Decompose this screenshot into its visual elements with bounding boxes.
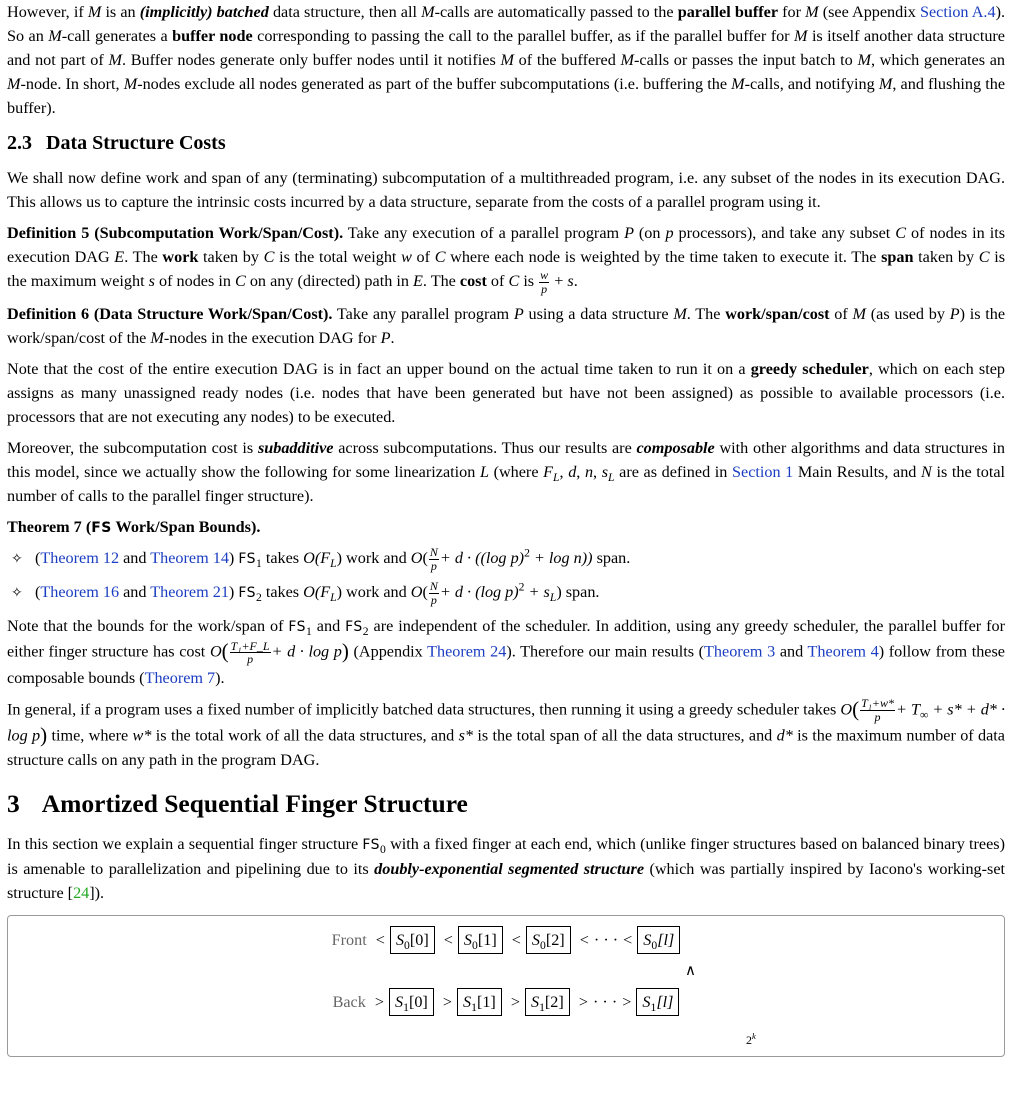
math-expr: O(F [303,549,331,568]
math-subscript: L [330,557,337,571]
section-3-paragraph [7,832,1005,905]
less-than: < [443,930,453,949]
box-index: [l] [656,992,674,1011]
term-cost: cost [459,272,487,290]
math-var: O [410,549,423,568]
greater-than: > [374,992,385,1011]
math-expr: + s [524,583,550,602]
text: across subcomputations. Thus our results are [333,439,637,458]
general-paragraph [7,697,1005,772]
math-var: E [114,248,125,266]
link-section-a4[interactable]: Section A.4 [919,3,996,21]
text: Note that the bounds for the work/span of [7,617,289,636]
text: of nodes in its execution DAG [7,224,1006,266]
math-var: d* [776,726,793,745]
ellipsis: · · · [592,992,618,1011]
box-base: S [642,992,651,1011]
fraction [429,546,439,572]
math-subscript: 2 [255,591,262,605]
text: -calls are automatically passed to the [434,3,678,21]
box-sub: 1 [471,1001,477,1014]
math-expr: + s* + d* · log p [7,700,1005,745]
text: for [778,3,806,21]
text: and [119,549,151,568]
segment-box [390,926,435,954]
math-var: C [234,272,246,290]
section-title: Amortized Sequential Finger Structure [41,788,468,818]
box-sub: 0 [472,939,478,952]
back-label: Back [332,992,366,1011]
text: + [550,272,568,290]
section-heading-3 [7,788,1005,820]
text: Take any execution of a parallel program [343,224,625,242]
box-index: [0] [409,930,429,949]
box-base: S [463,930,473,949]
box-base: S [531,992,540,1011]
box-index: [2] [544,992,564,1011]
math-var: N [921,463,932,482]
greater-than: > [622,992,632,1011]
math-paren: ( [852,696,860,721]
theorem-7-item-2 [7,580,1005,606]
math-subscript: L [608,471,615,485]
theorem-head: Work/Span Bounds). [111,518,261,537]
math-var: O [410,583,423,602]
text: ) [228,583,239,602]
math-expr: + d · log p [271,642,342,661]
fraction-numerator: N [429,545,438,560]
text: Moreover, the subcomputation cost is [7,439,258,458]
math-var: M [421,3,435,21]
text: and [119,583,151,602]
text: of the buffered [513,51,621,69]
text: ( [35,549,41,568]
math-expr: + d · ((log p) [439,549,525,568]
section-number: 3 [7,788,20,818]
text: (on [633,224,666,242]
text: takes [261,549,304,568]
text: is [519,272,539,290]
text: ]). [89,883,105,902]
text: -nodes exclude all nodes generated as part of the buffer subcomputations (i.e. buffering the [137,75,732,93]
theorem-7-head [7,515,1005,540]
math-paren: ( [422,549,428,568]
math-expr: ) [336,549,342,568]
text: are as defined in [614,463,732,482]
text: (where [488,463,544,482]
math-var: P [624,224,634,242]
text: time, where [47,726,133,745]
math-var: p [665,224,674,242]
front-row [8,926,1004,954]
box-sub: 1 [650,1001,657,1014]
fraction [429,580,439,606]
box-base: S [643,930,652,949]
less-than: < [579,930,589,949]
text: processors), and take any subset [673,224,896,242]
link-theorem-4[interactable]: Theorem 4 [807,642,879,661]
text: ). Therefore our main results ( [506,642,705,661]
text: of [829,305,853,324]
text: is the total weight [274,248,402,266]
fraction [539,269,549,295]
box-sub: 0 [404,939,410,952]
text: , which generates an [870,51,1006,69]
text: is the total number of calls to the parallel finger structure). [7,463,1006,506]
text: is the maximum weight [7,248,1005,290]
finger-structure-figure [7,915,1005,1057]
box-sub: 0 [651,939,658,952]
theorem-head: Theorem 7 ( [7,518,92,537]
text: -call generates a [61,27,173,45]
math-fs: FS [91,520,112,537]
text: taken by [198,248,264,266]
math-var: M [123,75,138,93]
fraction-numerator: w [540,268,549,282]
text: where each node is weighted by the time taken to execute it. The [445,248,882,266]
math-var: M [150,329,164,348]
term-work: work [162,248,199,266]
fraction-numerator: T₁+w* [861,696,894,711]
term-buffer-node: buffer node [172,27,253,45]
math-var: w* [132,726,152,745]
fraction-denominator: p [247,652,254,667]
math-var: s [601,463,609,482]
math-var: M [7,75,21,93]
text: using a data structure [523,305,674,324]
text: . The [422,272,460,290]
section-title: Data Structure Costs [46,132,226,154]
term-implicitly-batched: (implicitly) batched [139,3,269,21]
box-index: [1] [476,992,496,1011]
fraction-numerator: T₁+F_L [230,638,270,653]
math-expr: ) [336,583,342,602]
fraction-denominator: p [430,558,437,573]
text: , [576,463,585,482]
fraction [860,697,895,723]
box-index: [2] [545,930,565,949]
theorem-7-items [7,546,1005,606]
link-theorem-21[interactable]: Theorem 21 [150,583,229,602]
bounds-paragraph [7,614,1005,689]
text: ). So an [7,3,1005,45]
text: . [390,329,395,348]
math-subscript: L [330,591,337,605]
back-row [8,988,1004,1016]
math-var: M [857,51,871,69]
wedge-icon: ∧ [685,960,696,979]
box-base: S [395,930,405,949]
math-var: M [87,3,102,21]
math-var: C [895,224,907,242]
text: , [593,463,602,482]
math-var: s* [458,726,474,745]
term-subadditive: subadditive [257,439,334,458]
math-paren: ) [40,723,48,748]
text: of [486,272,509,290]
math-var: M [108,51,122,69]
text: on any (directed) path in [245,272,413,290]
math-var: C [263,248,275,266]
text: (which was partially inspired by Iacono's working-set structure [ [7,859,1006,902]
text: taken by [913,248,979,266]
box-sub: 1 [539,1001,545,1014]
math-paren: ( [422,583,428,602]
math-var: F [543,463,554,482]
text: with a fixed finger at each end, which (unlike finger structures based on balanced binary trees) is amenable to parallelization and pipelining due to its [7,834,1005,878]
math-var: C [434,248,446,266]
math-fs: FS [288,619,307,636]
definition-head: Definition 6 (Data Structure Work/Span/Cost). [7,305,333,324]
math-subscript: L [549,591,557,605]
math-var: s [567,272,574,290]
text: is the total span of all the data structures, and [473,726,777,745]
segment-box [636,988,679,1016]
math-subscript: ∞ [919,708,929,722]
intro-paragraph [7,0,1005,120]
text: . Buffer nodes generate only buffer nodes until it notifies [121,51,501,69]
link-theorem-24[interactable]: Theorem 24 [427,642,507,661]
text: In this section we explain a sequential finger structure [7,834,363,853]
text: -calls or passes the input batch to [634,51,858,69]
text: corresponding to passing the call to the parallel buffer, as if the parallel buffer for [252,27,795,45]
text: is the maximum number of data structure calls on any path in the program DAG. [7,726,1005,769]
sup-base: 2 [746,1032,752,1047]
math-superscript: 2 [518,580,525,594]
text: Take any parallel program [332,305,514,324]
box-base: S [395,992,404,1011]
text: . The [124,248,163,266]
math-expr: + T [895,700,920,719]
math-expr: ) [556,583,562,602]
term-greedy-scheduler: greedy scheduler [750,360,869,379]
segment-box [457,988,502,1016]
greater-than: > [578,992,588,1011]
text: ) is the work/span/cost of the [7,305,1006,348]
link-theorem-12[interactable]: Theorem 12 [40,549,120,568]
box-sub: 1 [403,1001,409,1014]
fraction [230,640,271,666]
text: is an [101,3,140,21]
math-var: O [209,642,222,661]
math-var: M [794,27,808,45]
math-var: P [380,329,391,348]
math-var: M [878,75,893,93]
diamond-bullet-icon: ✧ [11,551,23,568]
math-var: P [513,305,524,324]
math-subscript: 2 [362,625,369,639]
text: , and flushing the buffer). [7,75,1006,117]
text: takes [261,583,304,602]
link-section-1[interactable]: Section 1 [732,463,794,482]
math-var: E [413,272,423,290]
math-var: n [584,463,594,482]
text: of [411,248,435,266]
term-span: span [881,248,914,266]
math-expr: + d · (log p) [439,583,519,602]
diamond-bullet-icon: ✧ [11,585,23,602]
text: -node. In short, [20,75,124,93]
segment-box [526,926,571,954]
define-paragraph: We shall now define work and span of any (terminating) subcomputation of a multithreaded program, i.e. any subset of the nodes in its execution DAG. This allows us to capture the intrinsic costs incurred by a data structure, separate from the costs of a parallel program using it. [7,169,1005,211]
term-parallel-buffer: parallel buffer [677,3,779,21]
citation-link[interactable]: 24 [73,883,90,902]
math-paren: ( [221,639,229,664]
text: -calls, and notifying [744,75,879,93]
box-index: [0] [408,992,428,1011]
text: ) follow from these composable bounds ( [7,642,1005,687]
text: (as used by [866,305,950,324]
partial-superscript [746,1028,756,1052]
math-var: C [978,248,990,266]
text: work and [342,549,411,568]
section-heading-2-3 [7,130,1005,156]
math-var: M [620,51,635,69]
link-theorem-7[interactable]: Theorem 7 [144,668,216,687]
text: is the total work of all the data structures, and [151,726,459,745]
math-superscript: 2 [524,546,530,560]
math-expr: O(F [303,583,331,602]
math-var: M [731,75,745,93]
text: ( [35,583,41,602]
text: data structure, then all [268,3,422,21]
text: work and [342,583,411,602]
text: Note that the cost of the entire execution DAG is in fact an upper bound on the actual time taken to run it on a [7,360,751,379]
math-var: M [852,305,866,324]
math-var: O [840,700,853,719]
text: -nodes in the execution DAG for [163,329,381,348]
text: ) [228,549,239,568]
fraction-numerator: N [429,579,438,594]
front-label: Front [331,930,367,949]
text: However, if [7,3,88,21]
math-var: M [48,27,62,45]
term-doubly-exponential: doubly-exponential segmented structure [374,859,645,878]
term-work-span-cost: work/span/cost [725,305,830,324]
math-var: L [479,463,489,482]
text: span. [592,549,631,568]
fraction-denominator: p [541,281,548,296]
definition-head: Definition 5 (Subcomputation Work/Span/Cost). [7,224,344,242]
segment-box [637,926,680,954]
text: of nodes in [154,272,235,290]
fraction-denominator: p [430,592,437,607]
text: , [559,463,569,482]
math-subscript: L [553,471,560,485]
text: and [311,617,346,636]
text: . [573,272,578,290]
sup-k: k [752,1030,756,1041]
definition-5 [7,221,1005,295]
less-than: < [511,930,521,949]
math-fs: FS [362,836,381,853]
math-var: M [673,305,687,324]
less-than: < [375,930,385,949]
subadditive-paragraph [7,436,1005,508]
segment-box [525,988,570,1016]
segment-box [389,988,434,1016]
box-base: S [531,930,540,949]
ellipsis: · · · [593,930,619,949]
term-composable: composable [636,439,715,458]
math-subscript: 1 [306,625,312,639]
math-var: s [148,272,155,290]
greedy-paragraph [7,357,1005,429]
math-fs: FS [238,585,256,602]
less-than: < [623,930,633,949]
text: (Appendix [348,642,428,661]
math-var: d [568,463,577,482]
math-var: M [500,51,514,69]
box-base: S [463,992,472,1011]
greater-than: > [442,992,453,1011]
text: ). [215,668,225,687]
text: , which on each step assigns as many unassigned ready nodes (i.e. nodes that have been generated but have not been assigned) as possible to available processors (i.e. processors that are not executing any nodes) to be executed. [7,360,1005,427]
text: span. [561,583,600,602]
math-fs: FS [238,551,256,568]
box-index: [l] [657,930,675,949]
section-number: 2.3 [7,132,32,154]
math-fs: FS [345,619,363,636]
segment-box [458,926,503,954]
text: Main Results, and [793,463,922,482]
math-var: C [508,272,520,290]
greater-than: > [510,992,520,1011]
fraction-denominator: p [874,709,881,724]
text: is itself another data structure and not part of [7,27,1005,69]
math-subscript: 1 [255,557,262,571]
box-index: [1] [477,930,497,949]
link-theorem-16[interactable]: Theorem 16 [40,583,120,602]
text: . The [686,305,726,324]
link-theorem-3[interactable]: Theorem 3 [704,642,776,661]
box-sub: 0 [540,939,546,952]
math-expr: + log n)) [529,549,593,568]
definition-6 [7,302,1005,350]
text: are independent of the scheduler. In addition, using any greedy scheduler, the parallel buffer for either finger structure has cost [7,617,1005,661]
text: and [775,642,808,661]
math-var: M [805,3,819,21]
math-paren: ) [341,639,349,664]
link-theorem-14[interactable]: Theorem 14 [150,549,229,568]
text: In general, if a program uses a fixed number of implicitly batched data structures, then running it using a greedy scheduler takes [7,700,841,719]
theorem-7-item-1 [7,546,1005,572]
text: with other algorithms and data structures in this model, since we actually show the following for some linearization [7,439,1005,482]
math-var: w [401,248,412,266]
math-subscript: 0 [380,843,386,856]
text: (see Appendix [818,3,920,21]
math-var: P [949,305,960,324]
